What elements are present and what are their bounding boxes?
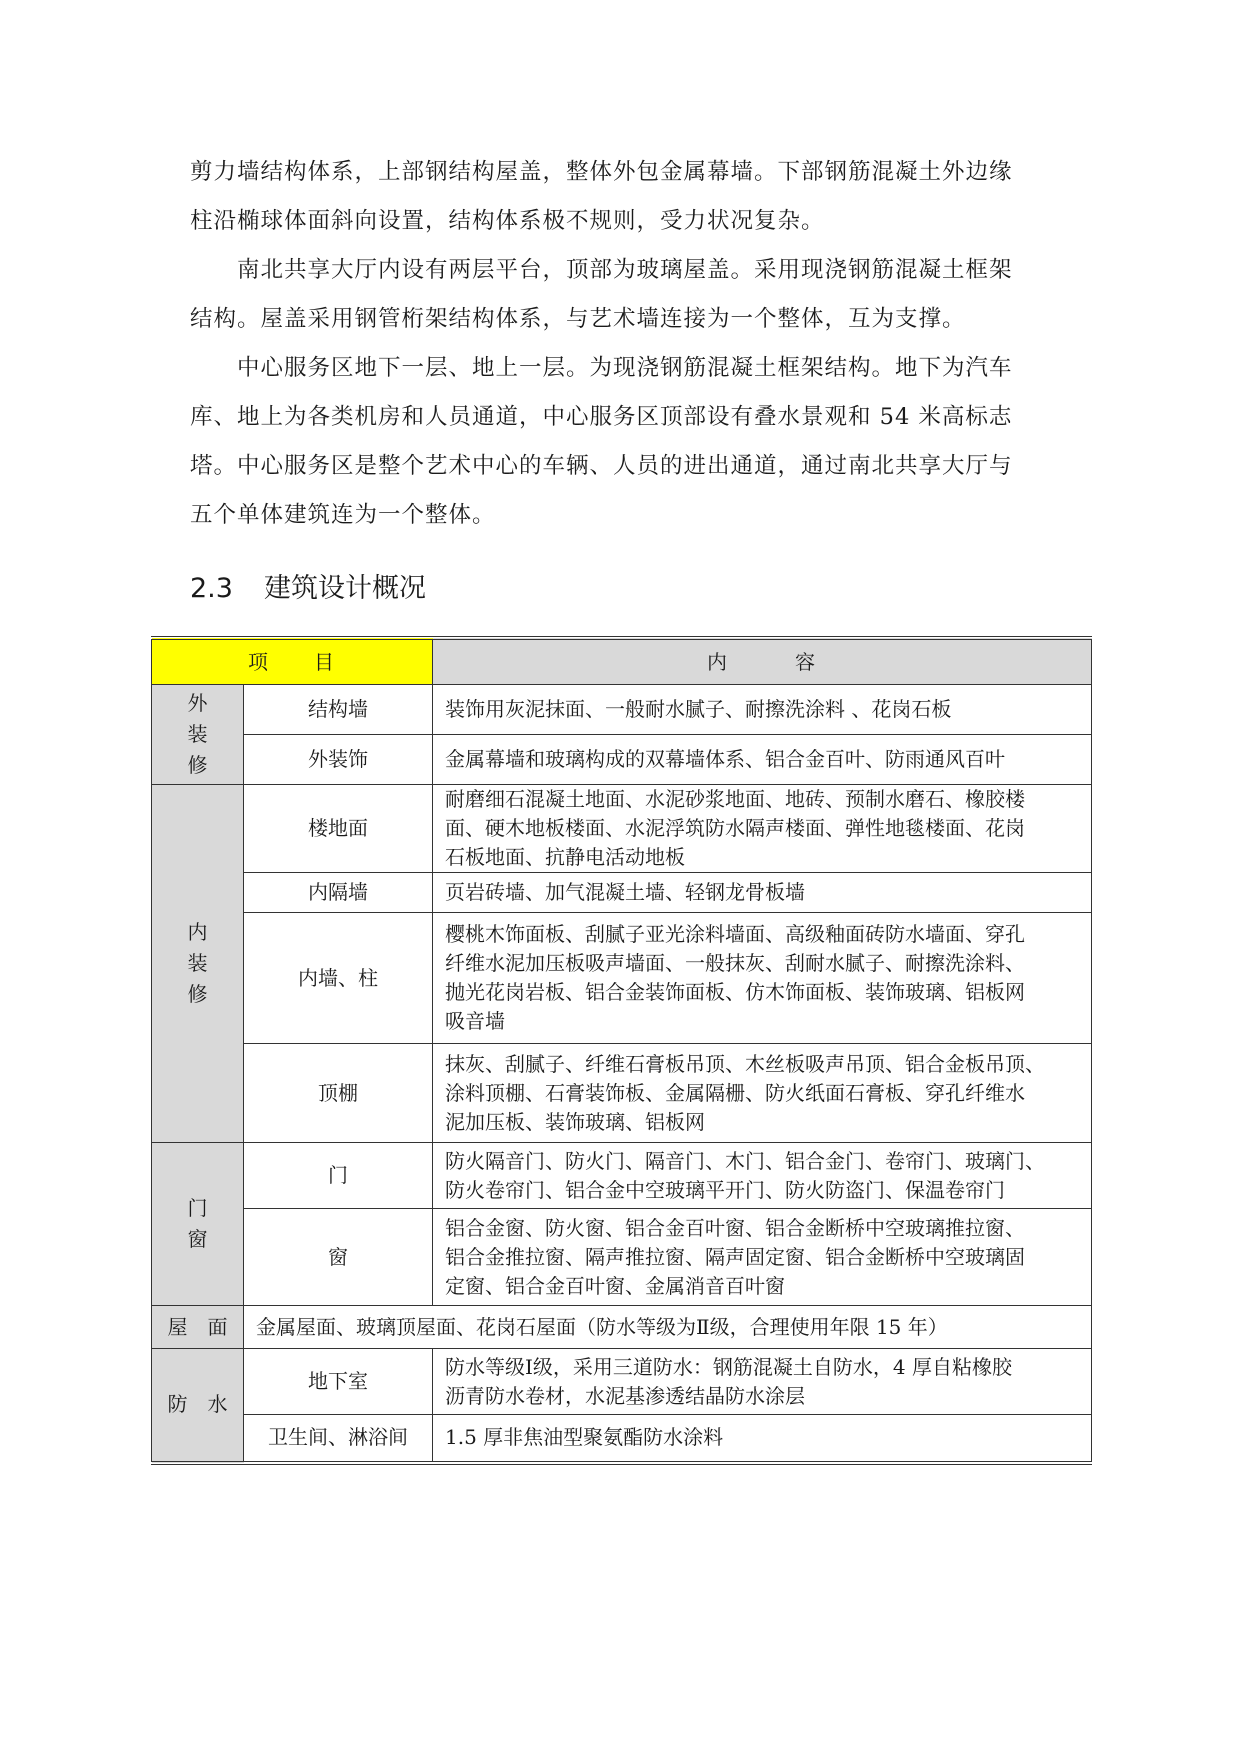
category-char: 装 bbox=[187, 722, 208, 746]
category-interior bbox=[152, 785, 244, 1143]
paragraph-service bbox=[190, 344, 1070, 540]
table-row bbox=[152, 1415, 1092, 1463]
table-row bbox=[152, 685, 1092, 735]
table-row bbox=[152, 1044, 1092, 1143]
content-line: 吸音墙 bbox=[445, 1009, 505, 1033]
category-char: 门 bbox=[187, 1196, 208, 1220]
category-char: 装 bbox=[187, 951, 208, 975]
sub-item: 内墙、柱 bbox=[244, 913, 433, 1044]
content-line: 装饰用灰泥抹面、一般耐水腻子、耐擦洗涂料 、花岗石板 bbox=[445, 697, 952, 721]
content-cell bbox=[433, 785, 1092, 873]
content-line: 抛光花岗岩板、铝合金装饰面板、仿木饰面板、装饰玻璃、铝板网 bbox=[445, 980, 1025, 1004]
category-char: 外 bbox=[187, 691, 208, 715]
sub-item: 卫生间、淋浴间 bbox=[244, 1415, 433, 1463]
content-line: 耐磨细石混凝土地面、水泥砂浆地面、地砖、预制水磨石、橡胶楼 bbox=[445, 787, 1025, 811]
paragraph-structure bbox=[190, 148, 1070, 246]
sub-item: 楼地面 bbox=[244, 785, 433, 873]
content-line: 铝合金推拉窗、隔声推拉窗、隔声固定窗、铝合金断桥中空玻璃固 bbox=[445, 1244, 1025, 1269]
category-char: 修 bbox=[187, 982, 208, 1006]
content-line: 面、硬木地板楼面、水泥浮筑防水隔声楼面、弹性地毯楼面、花岗 bbox=[445, 816, 1025, 840]
content-line: 铝合金窗、防火窗、铝合金百叶窗、铝合金断桥中空玻璃推拉窗、 bbox=[445, 1215, 1025, 1240]
content-line: 防火卷帘门、铝合金中空玻璃平开门、防火防盗门、保温卷帘门 bbox=[445, 1177, 1005, 1202]
content-line: 涂料顶棚、石膏装饰板、金属隔栅、防火纸面石膏板、穿孔纤维水 bbox=[445, 1080, 1025, 1105]
sub-item: 门 bbox=[244, 1143, 433, 1209]
sub-item: 内隔墙 bbox=[244, 873, 433, 913]
content-line: 泥加压板、装饰玻璃、铝板网 bbox=[445, 1109, 705, 1134]
content-cell bbox=[433, 913, 1092, 1044]
content-line: 樱桃木饰面板、刮腻子亚光涂料墙面、高级釉面砖防水墙面、穿孔 bbox=[445, 922, 1025, 946]
sub-item: 顶棚 bbox=[244, 1044, 433, 1143]
category-char: 窗 bbox=[187, 1227, 208, 1251]
table-row bbox=[152, 873, 1092, 913]
section-title: 建筑设计概况 bbox=[264, 573, 426, 604]
paragraph-line: 塔。中心服务区是整个艺术中心的车辆、人员的进出通道，通过南北共享大厅与 bbox=[190, 453, 1013, 479]
content-cell bbox=[433, 1044, 1092, 1143]
paragraph-line: 剪力墙结构体系，上部钢结构屋盖，整体外包金属幕墙。下部钢筋混凝土外边缘 bbox=[190, 159, 1013, 185]
table-row bbox=[152, 785, 1092, 873]
category-waterproof: 防 水 bbox=[152, 1349, 244, 1463]
content-line: 1.5 厚非焦油型聚氨酯防水涂料 bbox=[445, 1425, 724, 1450]
sub-item: 外装饰 bbox=[244, 735, 433, 785]
paragraph-line: 南北共享大厅内设有两层平台，顶部为玻璃屋盖。采用现浇钢筋混凝土框架 bbox=[237, 257, 1013, 283]
sub-item: 窗 bbox=[244, 1209, 433, 1306]
content-line: 定窗、铝合金百叶窗、金属消音百叶窗 bbox=[445, 1273, 785, 1298]
content-line: 防火隔音门、防火门、隔音门、木门、铝合金门、卷帘门、玻璃门、 bbox=[445, 1148, 1045, 1173]
sub-item: 结构墙 bbox=[244, 685, 433, 735]
content-cell bbox=[433, 1415, 1092, 1463]
paragraph-line: 中心服务区地下一层、地上一层。为现浇钢筋混凝土框架结构。地下为汽车 bbox=[237, 355, 1013, 381]
category-roof: 屋 面 bbox=[152, 1306, 244, 1349]
content-line: 纤维水泥加压板吸声墙面、一般抹灰、刮耐水腻子、耐擦洗涂料、 bbox=[445, 951, 1025, 975]
paragraph-hall bbox=[190, 246, 1070, 344]
category-char: 内 bbox=[187, 920, 208, 944]
content-cell bbox=[433, 1143, 1092, 1209]
content-cell bbox=[433, 1349, 1092, 1415]
content-line: 石板地面、抗静电活动地板 bbox=[445, 845, 685, 869]
content-line: 防水等级Ⅰ级，采用三道防水：钢筋混凝土自防水，4 厚自粘橡胶 bbox=[445, 1354, 1012, 1379]
content-cell bbox=[433, 685, 1092, 735]
table-row bbox=[152, 1306, 1092, 1349]
table-row bbox=[152, 913, 1092, 1044]
content-line: 抹灰、刮腻子、纤维石膏板吊顶、木丝板吸声吊顶、铝合金板吊顶、 bbox=[445, 1051, 1045, 1076]
table-row bbox=[152, 735, 1092, 785]
roof-content: 金属屋面、玻璃顶屋面、花岗石屋面（防水等级为Ⅱ级，合理使用年限 15 年） bbox=[244, 1306, 1092, 1349]
table-row bbox=[152, 1143, 1092, 1209]
table-header-row bbox=[152, 638, 1092, 685]
section-number: 2.3 bbox=[190, 573, 233, 604]
sub-item: 地下室 bbox=[244, 1349, 433, 1415]
paragraph-line: 五个单体建筑连为一个整体。 bbox=[190, 502, 496, 528]
content-cell bbox=[433, 735, 1092, 785]
header-item: 项 目 bbox=[152, 638, 433, 685]
content-cell bbox=[433, 873, 1092, 913]
category-doorwindow bbox=[152, 1143, 244, 1306]
design-overview-table bbox=[151, 636, 1092, 1465]
content-cell bbox=[433, 1209, 1092, 1306]
paragraph-line: 结构。屋盖采用钢管桁架结构体系，与艺术墙连接为一个整体，互为支撑。 bbox=[190, 306, 966, 332]
content-line: 金属幕墙和玻璃构成的双幕墙体系、铝合金百叶、防雨通风百叶 bbox=[445, 747, 1005, 771]
section-heading bbox=[190, 566, 426, 605]
category-char: 修 bbox=[187, 753, 208, 777]
header-content: 内 容 bbox=[433, 638, 1092, 685]
category-exterior bbox=[152, 685, 244, 785]
table-row bbox=[152, 1209, 1092, 1306]
table-row bbox=[152, 1349, 1092, 1415]
paragraph-line: 柱沿椭球体面斜向设置，结构体系极不规则，受力状况复杂。 bbox=[190, 208, 825, 234]
paragraph-line: 库、地上为各类机房和人员通道，中心服务区顶部设有叠水景观和 54 米高标志 bbox=[190, 404, 1013, 430]
content-line: 页岩砖墙、加气混凝土墙、轻钢龙骨板墙 bbox=[445, 880, 805, 904]
content-line: 沥青防水卷材，水泥基渗透结晶防水涂层 bbox=[445, 1383, 805, 1408]
